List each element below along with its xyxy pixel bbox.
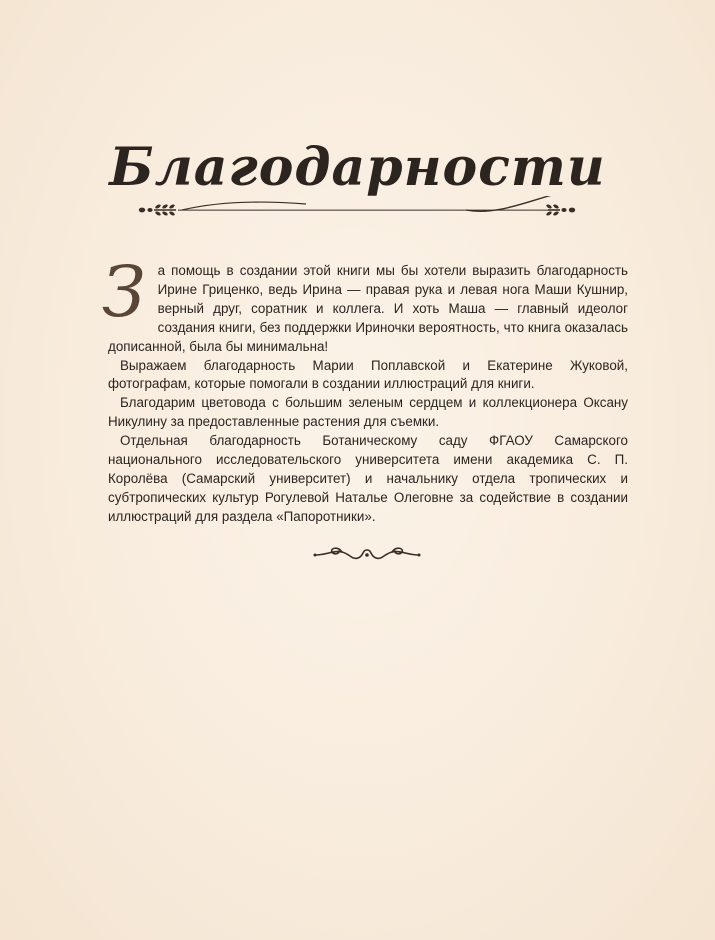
paragraph-1-text: а помощь в создании этой книги мы бы хотели выразить благодарность Ирине Гриценко, ведь Ирина — правая рука и левая нога Маши Кушнир, верный друг, соратник и коллега. И хоть Маша — главный идеолог создания книги, без поддержки Ириночки вероятность, что книга оказалась дописанной, была бы минимальна! bbox=[108, 263, 628, 354]
paragraph-4: Отдельная благодарность Ботаническому саду ФГАОУ Самарского национального исследовательского университета имени академика С. П. Королёва (Самарский университет) и начальнику отдела тропических и субтропических культур Рогулевой Наталье Олеговне за содействие в создании иллюстраций для раздела «Папоротники». bbox=[108, 433, 628, 524]
acknowledgements-text bbox=[102, 251, 628, 527]
dropcap-letter: З bbox=[102, 251, 146, 333]
paragraph-2: Выражаем благодарность Марии Поплавской и Екатерине Жуковой, фотографам, которые помогали в создании иллюстраций для книги. bbox=[108, 357, 628, 392]
flourish-line-icon bbox=[136, 196, 578, 224]
paragraph-1 bbox=[102, 251, 628, 357]
scroll-flourish-icon bbox=[312, 542, 422, 566]
page-title: Благодарности bbox=[109, 137, 606, 198]
paragraph-3: Благодарим цветовода с большим зеленым сердцем и коллекционера Оксану Никулину за предоставленные растения для съемки. bbox=[108, 395, 628, 430]
